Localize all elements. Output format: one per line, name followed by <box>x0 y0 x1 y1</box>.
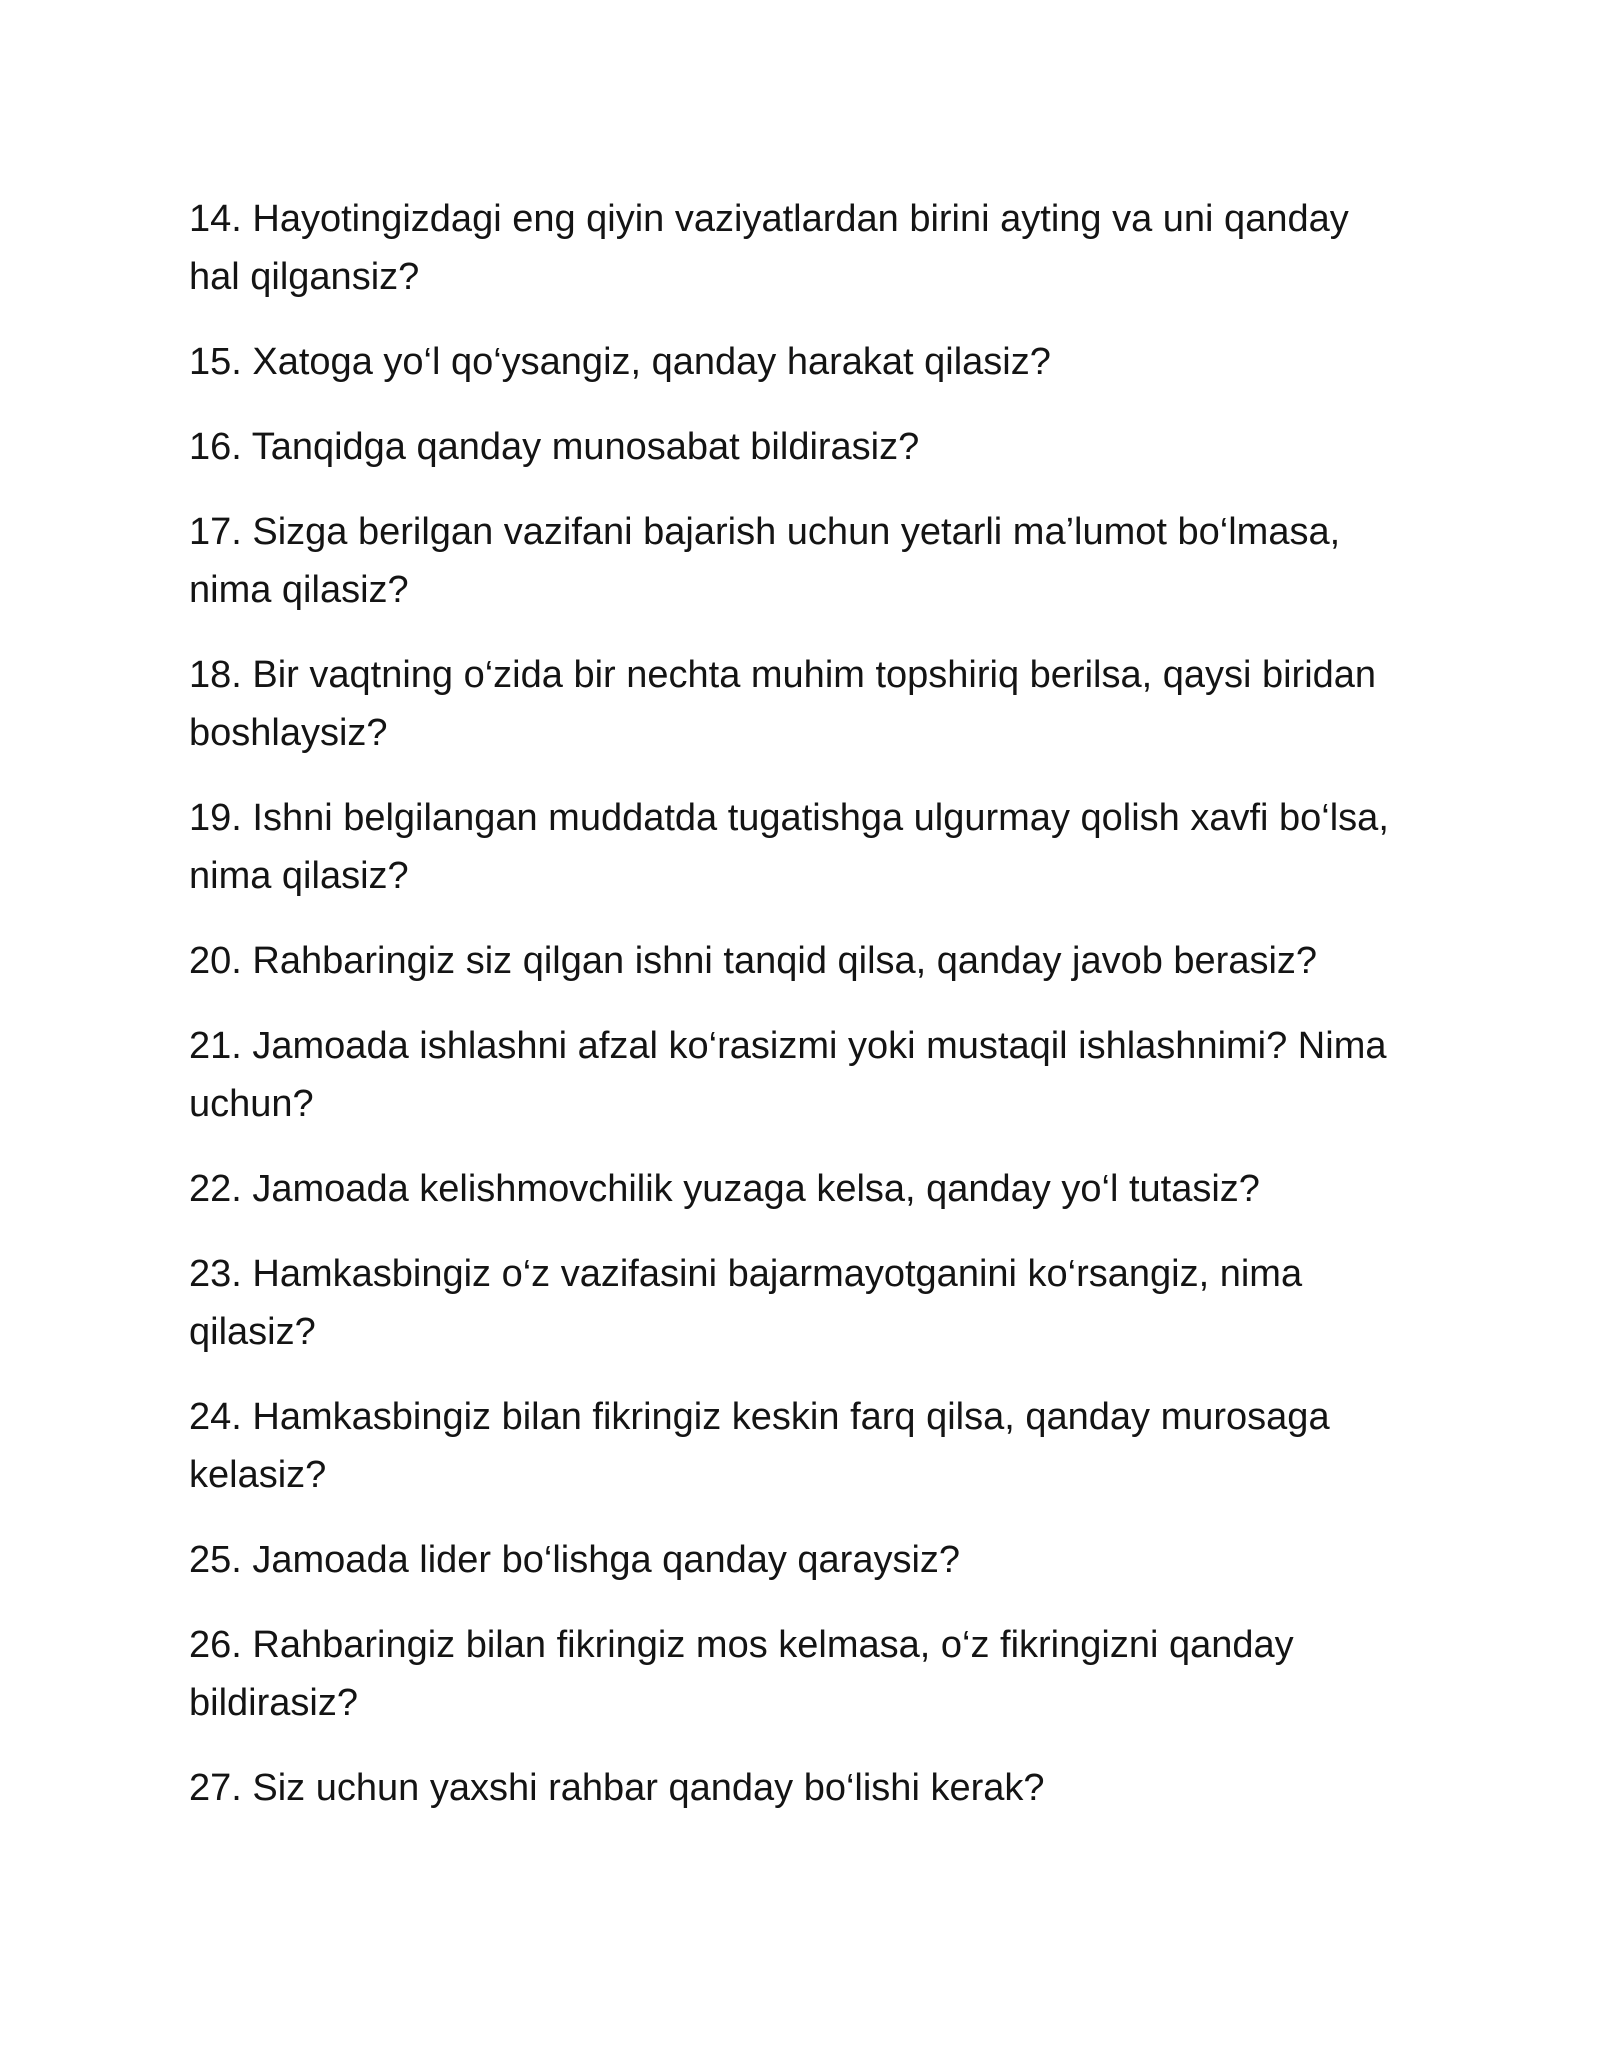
question-17-line-2: nima qilasiz? <box>189 569 409 611</box>
question-21-line-2: uchun? <box>189 1083 314 1125</box>
question-23-line-2: qilasiz? <box>189 1311 316 1353</box>
question-19-line-2: nima qilasiz? <box>189 855 409 897</box>
question-22-line-1: 22. Jamoada kelishmovchilik yuzaga kelsa, qanday yo‘l tutasiz? <box>189 1168 1260 1210</box>
question-19-line-1: 19. Ishni belgilangan muddatda tugatishga ulgurmay qolish xavfi bo‘lsa, <box>189 797 1389 839</box>
question-24-line-1: 24. Hamkasbingiz bilan fikringiz keskin farq qilsa, qanday murosaga <box>189 1396 1330 1438</box>
question-18 <box>189 646 1419 762</box>
question-25-line-1: 25. Jamoada lider bo‘lishga qanday qaraysiz? <box>189 1539 961 1581</box>
question-16-line-1: 16. Tanqidga qanday munosabat bildirasiz? <box>189 426 920 468</box>
question-20 <box>189 932 1419 990</box>
question-23 <box>189 1245 1419 1361</box>
question-21 <box>189 1017 1419 1133</box>
question-14 <box>189 190 1419 306</box>
question-20-line-1: 20. Rahbaringiz siz qilgan ishni tanqid qilsa, qanday javob berasiz? <box>189 940 1318 982</box>
question-26 <box>189 1616 1419 1732</box>
question-24-line-2: kelasiz? <box>189 1454 327 1496</box>
question-27 <box>189 1759 1419 1817</box>
question-22 <box>189 1160 1419 1218</box>
question-16 <box>189 418 1419 476</box>
question-17-line-1: 17. Sizga berilgan vazifani bajarish uchun yetarli ma’lumot bo‘lmasa, <box>189 511 1341 553</box>
question-15 <box>189 333 1419 391</box>
question-19 <box>189 789 1419 905</box>
question-15-line-1: 15. Xatoga yo‘l qo‘ysangiz, qanday harakat qilasiz? <box>189 341 1051 383</box>
question-26-line-1: 26. Rahbaringiz bilan fikringiz mos kelmasa, o‘z fikringizni qanday <box>189 1624 1294 1666</box>
question-27-line-1: 27. Siz uchun yaxshi rahbar qanday bo‘lishi kerak? <box>189 1767 1045 1809</box>
question-24 <box>189 1388 1419 1504</box>
question-list <box>189 190 1419 1844</box>
question-14-line-2: hal qilgansiz? <box>189 256 420 298</box>
question-26-line-2: bildirasiz? <box>189 1682 358 1724</box>
question-23-line-1: 23. Hamkasbingiz o‘z vazifasini bajarmayotganini ko‘rsangiz, nima <box>189 1253 1303 1295</box>
question-18-line-1: 18. Bir vaqtning o‘zida bir nechta muhim topshiriq berilsa, qaysi biridan <box>189 654 1377 696</box>
question-21-line-1: 21. Jamoada ishlashni afzal ko‘rasizmi yoki mustaqil ishlashnimi? Nima <box>189 1025 1387 1067</box>
question-25 <box>189 1531 1419 1589</box>
question-18-line-2: boshlaysiz? <box>189 712 388 754</box>
question-14-line-1: 14. Hayotingizdagi eng qiyin vaziyatlardan birini ayting va uni qanday <box>189 198 1349 240</box>
question-17 <box>189 503 1419 619</box>
